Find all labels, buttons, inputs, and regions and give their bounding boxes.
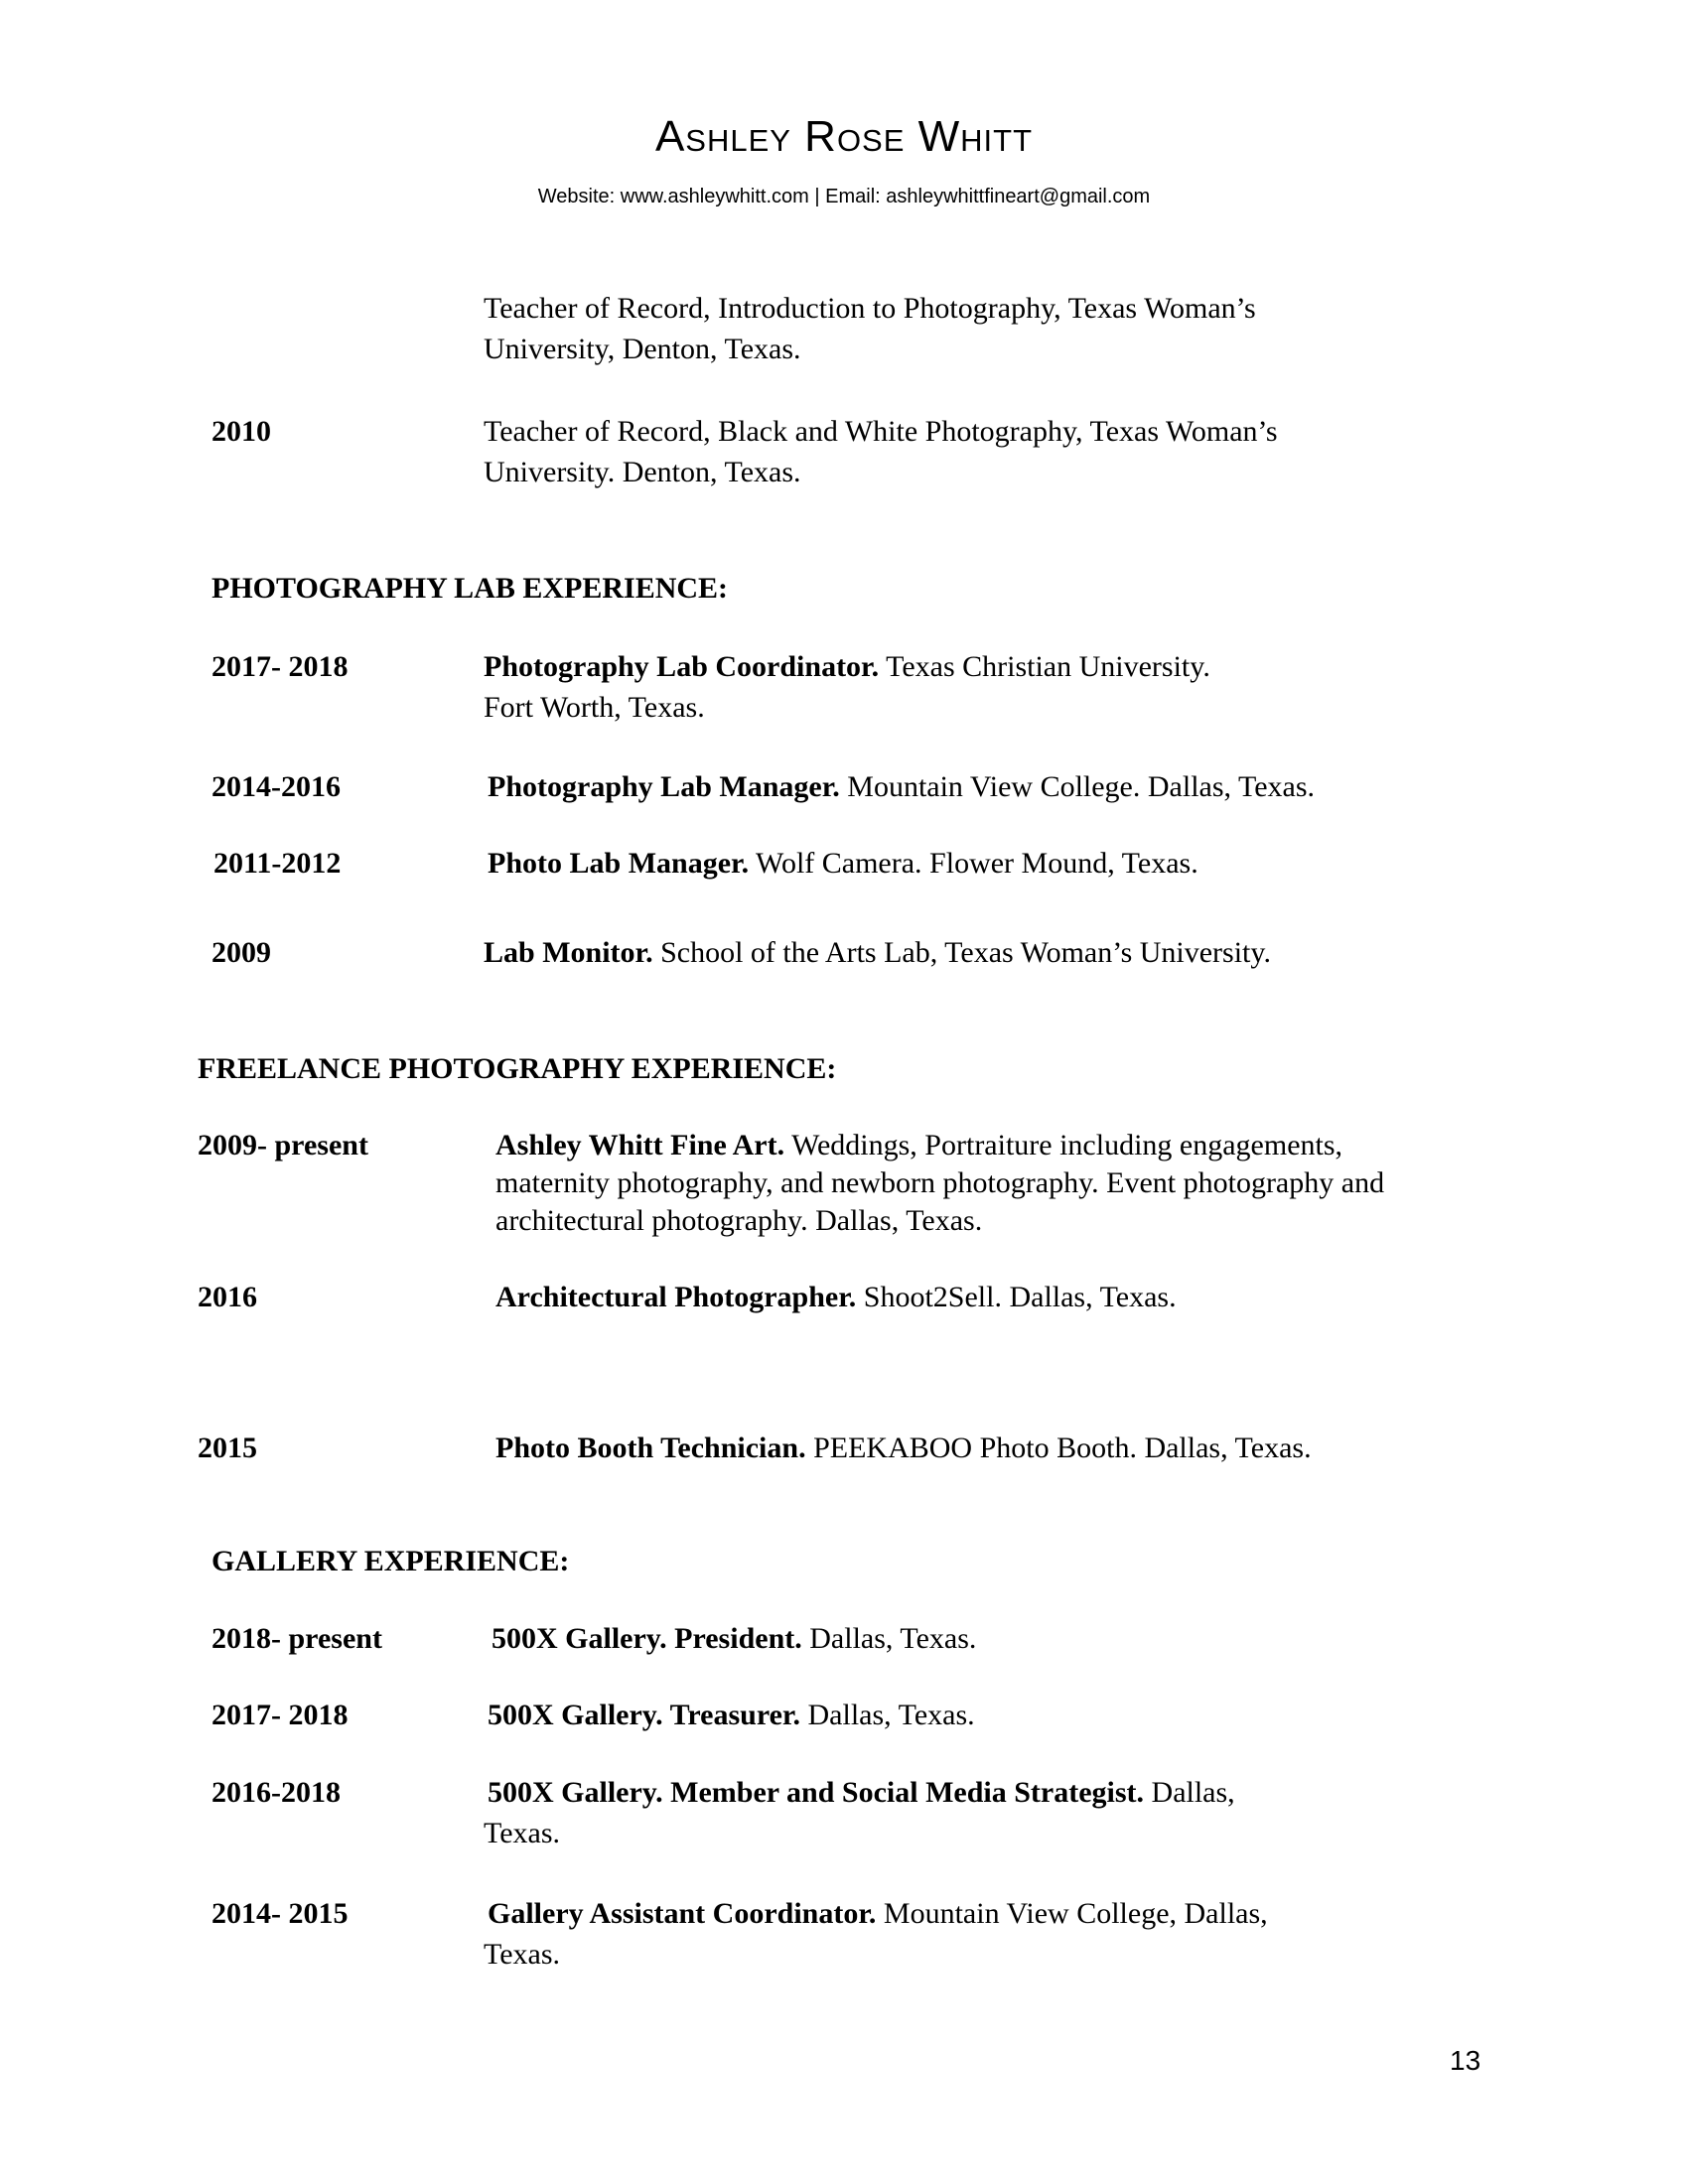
- lab-entry-title: Photography Lab Manager.: [488, 770, 840, 803]
- teaching-entry-line: Teacher of Record, Introduction to Photography, Texas Woman’s: [484, 292, 1256, 325]
- gallery-year: 2016-2018: [211, 1776, 341, 1809]
- freelance-year: 2009- present: [198, 1129, 368, 1161]
- lab-entry-line: Fort Worth, Texas.: [484, 691, 705, 724]
- gallery-year: 2017- 2018: [211, 1699, 349, 1731]
- gallery-entry: [488, 1772, 1235, 1813]
- teaching-entry-line: University, Denton, Texas.: [484, 333, 801, 365]
- lab-entry: [488, 766, 1315, 807]
- resume-name: Ashley Rose Whitt: [654, 112, 1034, 161]
- gallery-entry-title: 500X Gallery. Member and Social Media Strategist.: [488, 1776, 1145, 1809]
- freelance-entry-line: maternity photography, and newborn photography. Event photography and: [495, 1166, 1385, 1199]
- gallery-entry-line: Texas.: [484, 1938, 561, 1971]
- freelance-year: 2016: [198, 1281, 257, 1313]
- freelance-entry-detail: Shoot2Sell. Dallas, Texas.: [856, 1281, 1177, 1313]
- freelance-entry-detail: PEEKABOO Photo Booth. Dallas, Texas.: [805, 1432, 1312, 1464]
- teaching-entry-line: University. Denton, Texas.: [484, 456, 801, 488]
- section-heading-gallery: GALLERY EXPERIENCE:: [211, 1545, 570, 1577]
- gallery-entry-detail: Dallas, Texas.: [801, 1622, 977, 1655]
- freelance-year: 2015: [198, 1432, 257, 1464]
- lab-entry-title: Photography Lab Coordinator.: [484, 650, 880, 683]
- gallery-entry-line: Texas.: [484, 1817, 561, 1849]
- contact-line: Website: www.ashleywhitt.com | Email: ashleywhittfineart@gmail.com: [537, 186, 1151, 207]
- gallery-entry-detail: Mountain View College, Dallas,: [876, 1897, 1268, 1930]
- freelance-entry: [495, 1277, 1177, 1317]
- gallery-entry-title: Gallery Assistant Coordinator.: [488, 1897, 877, 1930]
- lab-entry-title: Lab Monitor.: [484, 936, 653, 969]
- lab-year: 2014-2016: [211, 770, 341, 803]
- section-heading-lab: PHOTOGRAPHY LAB EXPERIENCE:: [211, 572, 729, 605]
- teaching-entry-line: Teacher of Record, Black and White Photography, Texas Woman’s: [484, 415, 1278, 448]
- gallery-entry-title: 500X Gallery. Treasurer.: [488, 1699, 800, 1731]
- gallery-entry-title: 500X Gallery. President.: [492, 1622, 802, 1655]
- lab-entry: [484, 646, 1210, 687]
- teaching-year: 2010: [211, 415, 271, 448]
- lab-entry-detail: Texas Christian University.: [879, 650, 1210, 683]
- gallery-year: 2018- present: [211, 1622, 382, 1655]
- gallery-entry: [492, 1618, 976, 1659]
- lab-entry-detail: School of the Arts Lab, Texas Woman’s University.: [652, 936, 1271, 969]
- lab-entry: [488, 843, 1198, 884]
- lab-year: 2017- 2018: [211, 650, 349, 683]
- lab-entry-title: Photo Lab Manager.: [488, 847, 750, 880]
- freelance-entry-title: Ashley Whitt Fine Art.: [495, 1129, 785, 1161]
- gallery-entry: [488, 1893, 1268, 1934]
- gallery-entry-detail: Dallas, Texas.: [800, 1699, 975, 1731]
- page-number: 13: [1450, 2045, 1481, 2076]
- freelance-entry: [495, 1125, 1342, 1165]
- freelance-entry-title: Photo Booth Technician.: [495, 1432, 806, 1464]
- freelance-entry-line: architectural photography. Dallas, Texas.: [495, 1204, 983, 1237]
- lab-year: 2009: [211, 936, 271, 969]
- lab-entry-detail: Wolf Camera. Flower Mound, Texas.: [749, 847, 1198, 880]
- freelance-entry-title: Architectural Photographer.: [495, 1281, 857, 1313]
- gallery-year: 2014- 2015: [211, 1897, 349, 1930]
- lab-entry: [484, 932, 1271, 973]
- freelance-entry: [495, 1428, 1312, 1468]
- gallery-entry-detail: Dallas,: [1144, 1776, 1235, 1809]
- gallery-entry: [488, 1695, 975, 1735]
- section-heading-freelance: FREELANCE PHOTOGRAPHY EXPERIENCE:: [198, 1052, 837, 1085]
- lab-entry-detail: Mountain View College. Dallas, Texas.: [839, 770, 1316, 803]
- freelance-entry-detail: Weddings, Portraiture including engagements,: [784, 1129, 1343, 1161]
- lab-year: 2011-2012: [213, 847, 342, 880]
